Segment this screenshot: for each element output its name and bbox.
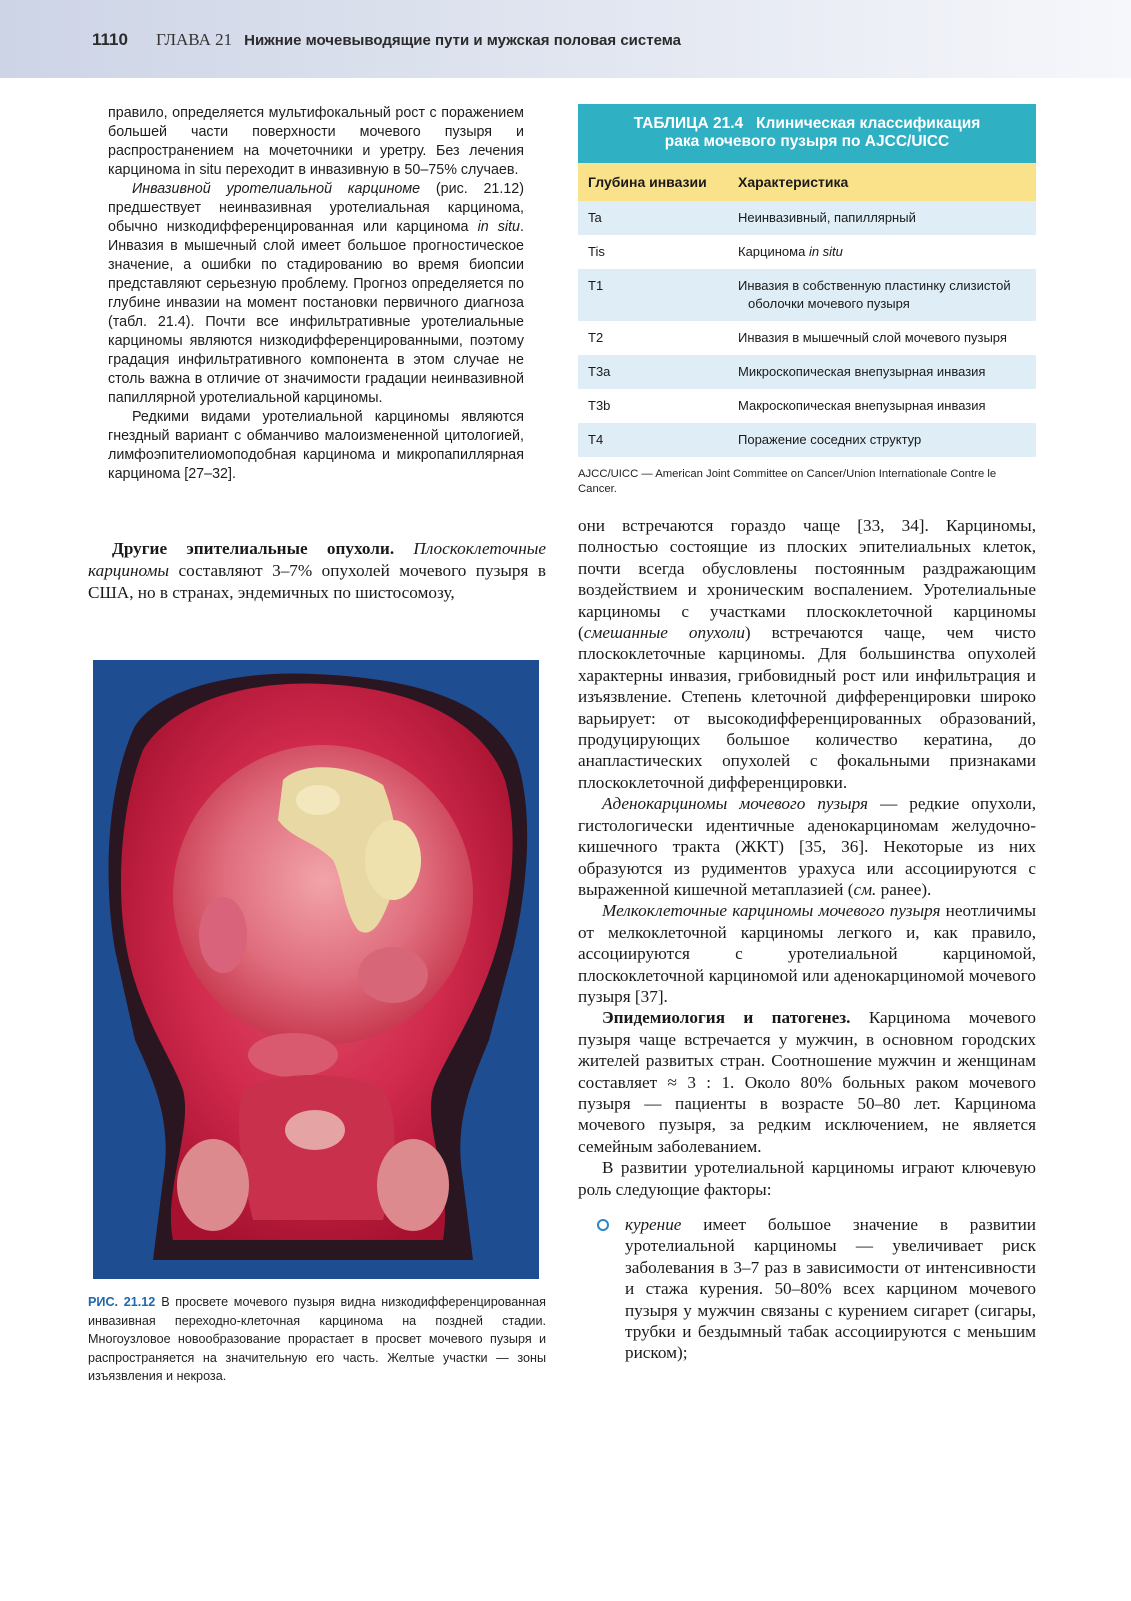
paragraph xyxy=(108,408,524,484)
description-text: Инвазия в собственную пластинку слизистой xyxy=(738,278,1011,293)
paragraph-text: неотличимы от мелкоклеточной карциномы легкого и, как правило, ассоциируются с уротелиальной карциномой, плоскоклеточной карциномой или аденокарциномой мочевого пузыря [37]. xyxy=(578,901,1036,1006)
paragraph-text: Редкими видами уротелиальной карциномы являются гнездный вариант с обманчиво малоизмененной цитологией, лимфоэпителиомоподобная карцинома и микропапиллярная карцинома [27–32]. xyxy=(108,409,524,482)
figure-label: РИС. 21.12 xyxy=(88,1295,156,1309)
left-column-text xyxy=(108,104,524,484)
left-serif-text xyxy=(88,538,546,604)
stage-cell: T2 xyxy=(588,330,604,345)
description-text: оболочки мочевого пузыря xyxy=(748,296,910,311)
stage-cell: T4 xyxy=(588,432,604,447)
italic-term: Мелкоклеточные карциномы мочевого пузыря xyxy=(602,901,941,921)
description-cell: Инвазия в мышечный слой мочевого пузыря xyxy=(738,330,1007,345)
italic-term: Плоскоклеточные карциномы xyxy=(88,539,546,580)
classification-table xyxy=(578,104,1036,497)
italic-term: Аденокарциномы мочевого пузыря xyxy=(602,794,869,814)
paragraph xyxy=(108,180,524,408)
chapter-label: ГЛАВА 21 xyxy=(155,30,233,49)
table-row xyxy=(578,201,1036,235)
paragraph-text: (рис. 21.12) предшествует неинвазивная уротелиальная карцинома, обычно низкодифференцированная или карцинома xyxy=(108,181,524,235)
table-title xyxy=(578,104,1036,163)
paragraph-text: ранее). xyxy=(876,879,932,899)
paragraph-text: . Инвазия в мышечный слой имеет большое прогностическое значение, а ошибки по стадированию во время биопсии представляют серьезную проблему. Прогноз определяется по глубине инвазии на момент постановки первичного диагноза (табл. 21.4). Почти все инфильтративные уротелиальные карциномы являются низкодифференцированными, поэтому градация инфильтративного компонента в этом случае не столь важна в отличие от значимости градации неинвазивной папиллярной уротелиальной карциномы. xyxy=(108,219,524,406)
section-heading: Другие эпителиальные опухоли. xyxy=(112,539,395,558)
bullet-icon xyxy=(597,1219,609,1231)
paragraph xyxy=(578,1157,1036,1200)
stage-cell: T1 xyxy=(588,278,604,293)
table-row xyxy=(578,235,1036,269)
table-footnote: AJCC/UICC — American Joint Committee on Cancer/Union Internationale Contre le Cancer. xyxy=(578,468,997,495)
section-heading: Эпидемиология и патогенез. xyxy=(602,1008,851,1028)
figure-photo xyxy=(93,660,539,1279)
table-title-line: рака мочевого пузыря по AJCC/UICC xyxy=(664,133,950,150)
description-cell: Макроскопическая внепузырная инвазия xyxy=(738,398,986,413)
caption-text: В просвете мочевого пузыря видна низкодифференцированная инвазивная переходно-клеточная карцинома на поздней стадии. Многоузловое новообразование прорастает в просвет мочевого пузыря и распространяется на значительную его часть. Желтые участки — зоны изъязвления и некроза. xyxy=(88,1295,546,1383)
italic-term: Инвазивной уротелиальной карциноме xyxy=(132,181,421,197)
page-number: 1110 xyxy=(92,30,128,49)
column-header: Глубина инвазии xyxy=(588,174,707,190)
figure-caption xyxy=(88,1293,546,1386)
table-header-row xyxy=(578,163,1036,201)
list-item xyxy=(578,1214,1036,1364)
paragraph-text: они встречаются гораздо чаще [33, 34]. Карциномы, полностью состоящие из плоских эпителиальных клеток, почти всегда обусловлены постоянным раздражающим воздействием и хроническим воспалением. Уротелиальные карциномы с участками плоскоклеточной карциномы ( xyxy=(578,516,1036,643)
paragraph xyxy=(578,793,1036,900)
paragraph-text: правило, определяется мультифокальный рост с поражением большей части поверхности мочевого пузыря и распространением на мочеточники и уретру. Без лечения карцинома in situ переходит в инвазивную в 50–75% случаев. xyxy=(108,105,524,178)
italic-term: смешанные опухоли xyxy=(583,623,745,643)
description-cell xyxy=(738,243,1036,261)
italic-term: курение xyxy=(625,1215,682,1234)
description-cell: Поражение соседних структур xyxy=(738,432,922,447)
paragraph xyxy=(578,515,1036,793)
paragraph-text: — редкие опухоли, гистологически идентичные аденокарциномам желудочно-кишечного тракта (ЖКТ) [35, 36]. Некоторые из них образуются из рудиментов урахуса или ассоциируются с выраженной кишечной метаплазией ( xyxy=(578,794,1036,899)
bladder-specimen-illustration xyxy=(93,660,539,1279)
paragraph-text: ) встречаются чаще, чем чисто плоскоклеточные карциномы. Для большинства опухолей характерны инвазия, грибовидный рост или инфильтрация и изъязвление. Степень клеточной дифференцировки широко варьирует: от высокодифференцированных образований, продуцирующих большое количество кератина, до анапластических опухолей с фокальными признаками плоскоклеточной дифференцировки. xyxy=(578,623,1036,792)
stage-cell: Tis xyxy=(588,244,605,259)
right-column-text xyxy=(578,515,1036,1364)
italic-term: in situ xyxy=(808,244,843,259)
chapter-title: Нижние мочевыводящие пути и мужская половая система xyxy=(244,32,681,49)
stage-cell: T3a xyxy=(588,364,611,379)
paragraph xyxy=(578,900,1036,1007)
paragraph-text: В развитии уротелиальной карциномы играют ключевую роль следующие факторы: xyxy=(578,1158,1036,1199)
table-title-line: ТАБЛИЦА 21.4 Клиническая классификация xyxy=(633,115,981,132)
column-header: Характеристика xyxy=(738,174,849,190)
paragraph xyxy=(108,104,524,180)
paragraph xyxy=(578,1007,1036,1157)
description-cell xyxy=(738,277,1036,313)
description-text: Карцинома xyxy=(738,244,809,259)
list-item-text: имеет большое значение в развитии уротелиальной карциномы — увеличивает риск заболевания в 3–7 раз в зависимости от интенсивности и стажа курения. 50–80% всех карцином мочевого пузыря у мужчин связаны с курением сигарет (сигары, трубки и бездымный табак ассоциируются с меньшим риском); xyxy=(625,1215,1036,1363)
header-line xyxy=(92,30,681,50)
table-row xyxy=(578,355,1036,389)
description-cell: Микроскопическая внепузырная инвазия xyxy=(738,364,986,379)
italic-term: см. xyxy=(853,879,877,899)
paragraph-text: составляют 3–7% опухолей мочевого пузыря в США, но в странах, эндемичных по шистосомозу, xyxy=(88,561,546,602)
paragraph xyxy=(88,538,546,604)
stage-cell: T3b xyxy=(588,398,611,413)
stage-cell: Ta xyxy=(588,210,602,225)
description-cell: Неинвазивный, папиллярный xyxy=(738,210,916,225)
italic-term: in situ xyxy=(477,219,521,235)
table-row xyxy=(578,423,1036,457)
paragraph-text: Карцинома мочевого пузыря чаще встречается у мужчин, в основном городских жителей развитых стран. Соотношение мужчин и женщинам составляет ≈ 3 : 1. Около 80% больных раком мочевого пузыря — пациенты в возрасте 50–80 лет. Карцинома мочевого пузыря, за редким исключением, не является семейным заболеванием. xyxy=(578,1008,1036,1156)
table-row xyxy=(578,269,1036,321)
table-row xyxy=(578,389,1036,423)
table-row xyxy=(578,321,1036,355)
running-header xyxy=(0,0,1131,78)
